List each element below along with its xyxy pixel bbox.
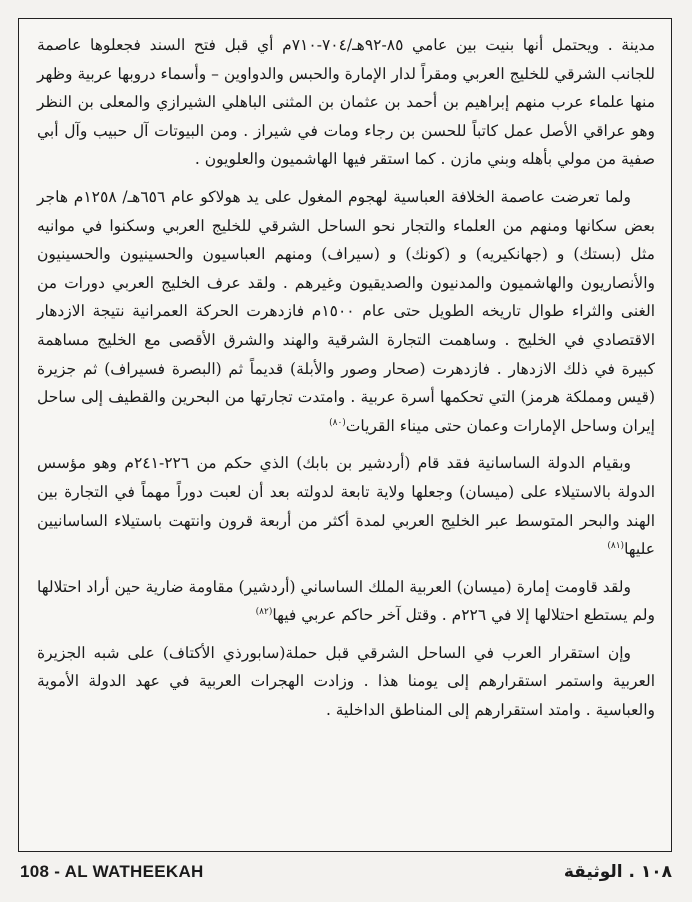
paragraph-4-text: ولقد قاومت إمارة (ميسان) العربية الملك الساساني (أردشير) مقاومة ضارية حين أراد احتلالها ولم يستطع احتلالها إلا في ٢٢٦م . وقتل آخر حاكم عربي فيها	[37, 577, 655, 625]
page-frame	[18, 18, 672, 852]
paragraph-3-text: وبقيام الدولة الساسانية فقد قام (أردشير بن بابك) الذي حكم من ٢٢٦-٢٤١م وهو مؤسس الدولة بالاستيلاء على (ميسان) وجعلها ولاية تابعة لدولته بعد أن لعبت دوراً مهماً في التجارة بين الهند والبحر المتوسط عبر الخليج العربي لمدة أكثر من أربعة قرون وانتهت باستيلاء الساسانيين عليها	[37, 454, 655, 559]
paragraph-4	[37, 573, 655, 630]
footnote-ref-82: (٨٢)	[255, 607, 273, 618]
article-body	[37, 31, 655, 734]
paragraph-5: وإن استقرار العرب في الساحل الشرقي قبل حملة(سابورذي الأكتاف) على شبه الجزيرة العربية واستمر استقرارهم إلى يومنا هذا . وزادت الهجرات العربية في عهد الدولة الأموية والعباسية . وامتد استقرارهم إلى المناطق الداخلية .	[37, 643, 655, 720]
paragraph-2	[37, 183, 655, 440]
paragraph-1: مدينة . ويحتمل أنها بنيت بين عامي ٨٥-٩٢هـ/٧٠٤-٧١٠م أي قبل فتح السند فجعلوها عاصمة للجانب الشرقي للخليج العربي ومقراً لدار الإمارة والحبس والدواوين – وأسماء دروبها عربية وظهر منها علماء عرب منهم إبراهيم بن أحمد بن عثمان بن المثنى الباهلي الشيرازي والمعلى بن النظر وهو عراقي الأصل عمل كاتباً للحسن بن رجاء ومات في شيراز . ومن البيوتات آل حبيب وآل أبي صفية من مولي بأهله وبني مازن . كما استقر فيها الهاشميون والعلويون .	[37, 36, 655, 169]
paragraph-3	[37, 449, 655, 563]
footer-page-label-latin: 108 - AL WATHEEKAH	[20, 862, 204, 881]
footer-page-label-arabic: ١٠٨ . الوثيقة	[563, 862, 672, 882]
paragraph-2-text: ولما تعرضت عاصمة الخلافة العباسية لهجوم المغول على يد هولاكو عام ٦٥٦هـ/ ١٢٥٨م هاجر بعض سكانها ومنهم من العلماء والتجار نحو الساحل الشرقي للخليج العربي وسكنوا في موانيه مثل (بستك) و (جهانكيريه) و (كونك) و (سيراف) ومنهم العباسيون والحسينيون والحسينيون والأنصاريون والهاشميون والمدنيون والصديقيون وغيرهم . ولقد عرف الخليج العربي دورات من الغنى والثراء طوال تاريخه الطويل حتى عام ١٥٠٠م فازدهرت الحركة العمرانية نتيجة الازدهار الاقتصادي في الخليج . وساهمت التجارة الشرقية والهند والشرق الأقصى مع الخليج مساهمة كبيرة في ذلك الازدهار . فازدهرت (صحار وصور والأبلة) قديماً ثم (البصرة فسيراف) ثم جزيرة (قيس ومملكة هرمز) التي تحكمها أسرة عربية . وامتدت تجارتها من البحرين والقطيف إلى ساحل إيران وساحل الإمارات وعمان حتى ميناء القريات	[37, 187, 656, 435]
footnote-ref-80: (٨٠)	[329, 417, 346, 428]
footnote-ref-81: (٨١)	[607, 540, 625, 551]
page-footer	[20, 862, 672, 888]
